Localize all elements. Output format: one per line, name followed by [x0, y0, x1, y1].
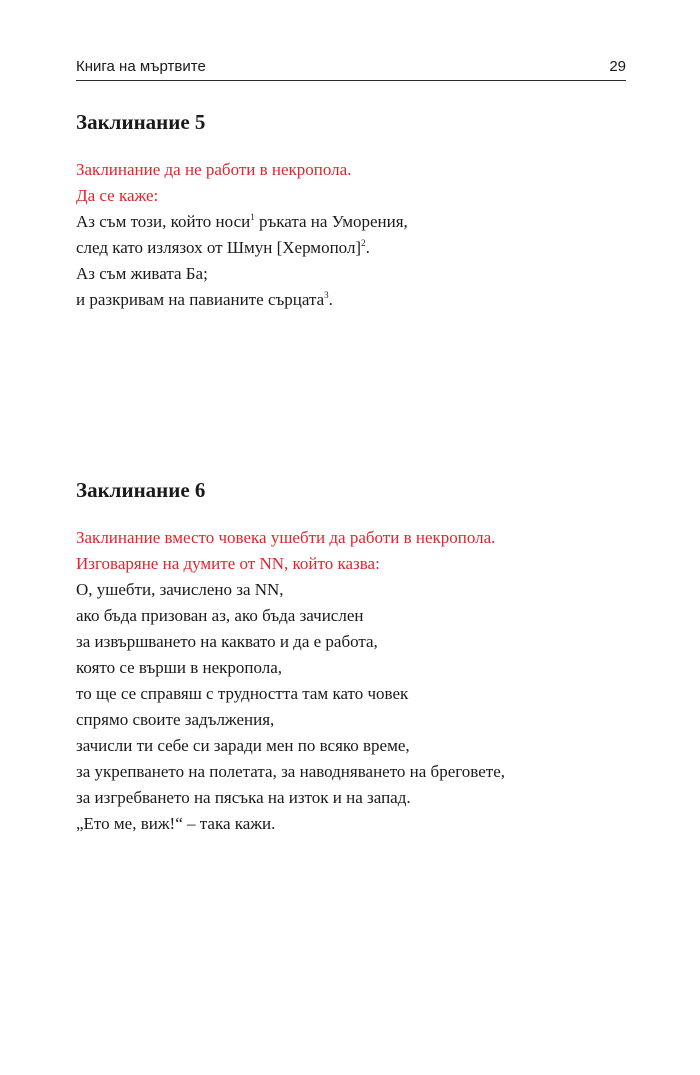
spell-5-text-line — [76, 209, 636, 235]
book-title: Книга на мъртвите — [76, 58, 206, 75]
spell-6-text-line: то ще се справяш с трудността там като човек — [76, 684, 409, 704]
text-segment: . — [328, 290, 333, 310]
running-header — [76, 56, 626, 81]
spell-6-text-line: която се върши в некропола, — [76, 658, 283, 678]
text-segment: и разкривам на павианите сърцата — [76, 290, 325, 310]
spell-5-section — [76, 110, 636, 313]
text-segment: след като излязох от Шмун [Хермопол] — [76, 238, 362, 258]
text-segment: ръката на Уморения, — [254, 212, 408, 232]
spell-5-rubric-line: Заклинание да не работи в некропола. — [76, 160, 352, 180]
text-segment: Аз съм този, който носи — [76, 212, 251, 232]
spell-5-rubric-line: Да се каже: — [76, 186, 159, 206]
footnote-marker: 1 — [250, 212, 255, 223]
spell-6-text-line: за извършването на каквато и да е работа, — [76, 632, 378, 652]
spell-6-text-line: зачисли ти себе си заради мен по всяко време, — [76, 736, 410, 756]
footnote-marker: 3 — [324, 290, 329, 301]
spell-6-rubric-line: Изговаряне на думите от NN, който казва: — [76, 554, 380, 574]
spell-5-text-line: Аз съм живата Ба; — [76, 264, 208, 284]
spell-5-text-line — [76, 235, 636, 261]
spell-6-text-line: О, ушебти, зачислено за NN, — [76, 580, 284, 600]
spell-6-text-line: спрямо своите задължения, — [76, 710, 275, 730]
page-number: 29 — [609, 58, 626, 75]
text-segment: . — [365, 238, 370, 258]
footnote-marker: 2 — [361, 238, 366, 249]
spell-6-heading: Заклинание 6 — [76, 478, 206, 502]
spell-6-section — [76, 478, 636, 837]
spell-6-rubric-line: Заклинание вместо човека ушебти да работи в некропола. — [76, 528, 496, 548]
spell-6-text-line: ако бъда призован аз, ако бъда зачислен — [76, 606, 364, 626]
spell-5-text-line — [76, 287, 636, 313]
spell-6-text-line: за изгребването на пясъка на изток и на запад. — [76, 788, 411, 808]
spell-5-heading: Заклинание 5 — [76, 110, 206, 134]
spell-6-text-line: за укрепването на полетата, за наводняването на бреговете, — [76, 762, 506, 782]
spell-6-text-line: „Ето ме, виж!“ – така кажи. — [76, 814, 276, 834]
